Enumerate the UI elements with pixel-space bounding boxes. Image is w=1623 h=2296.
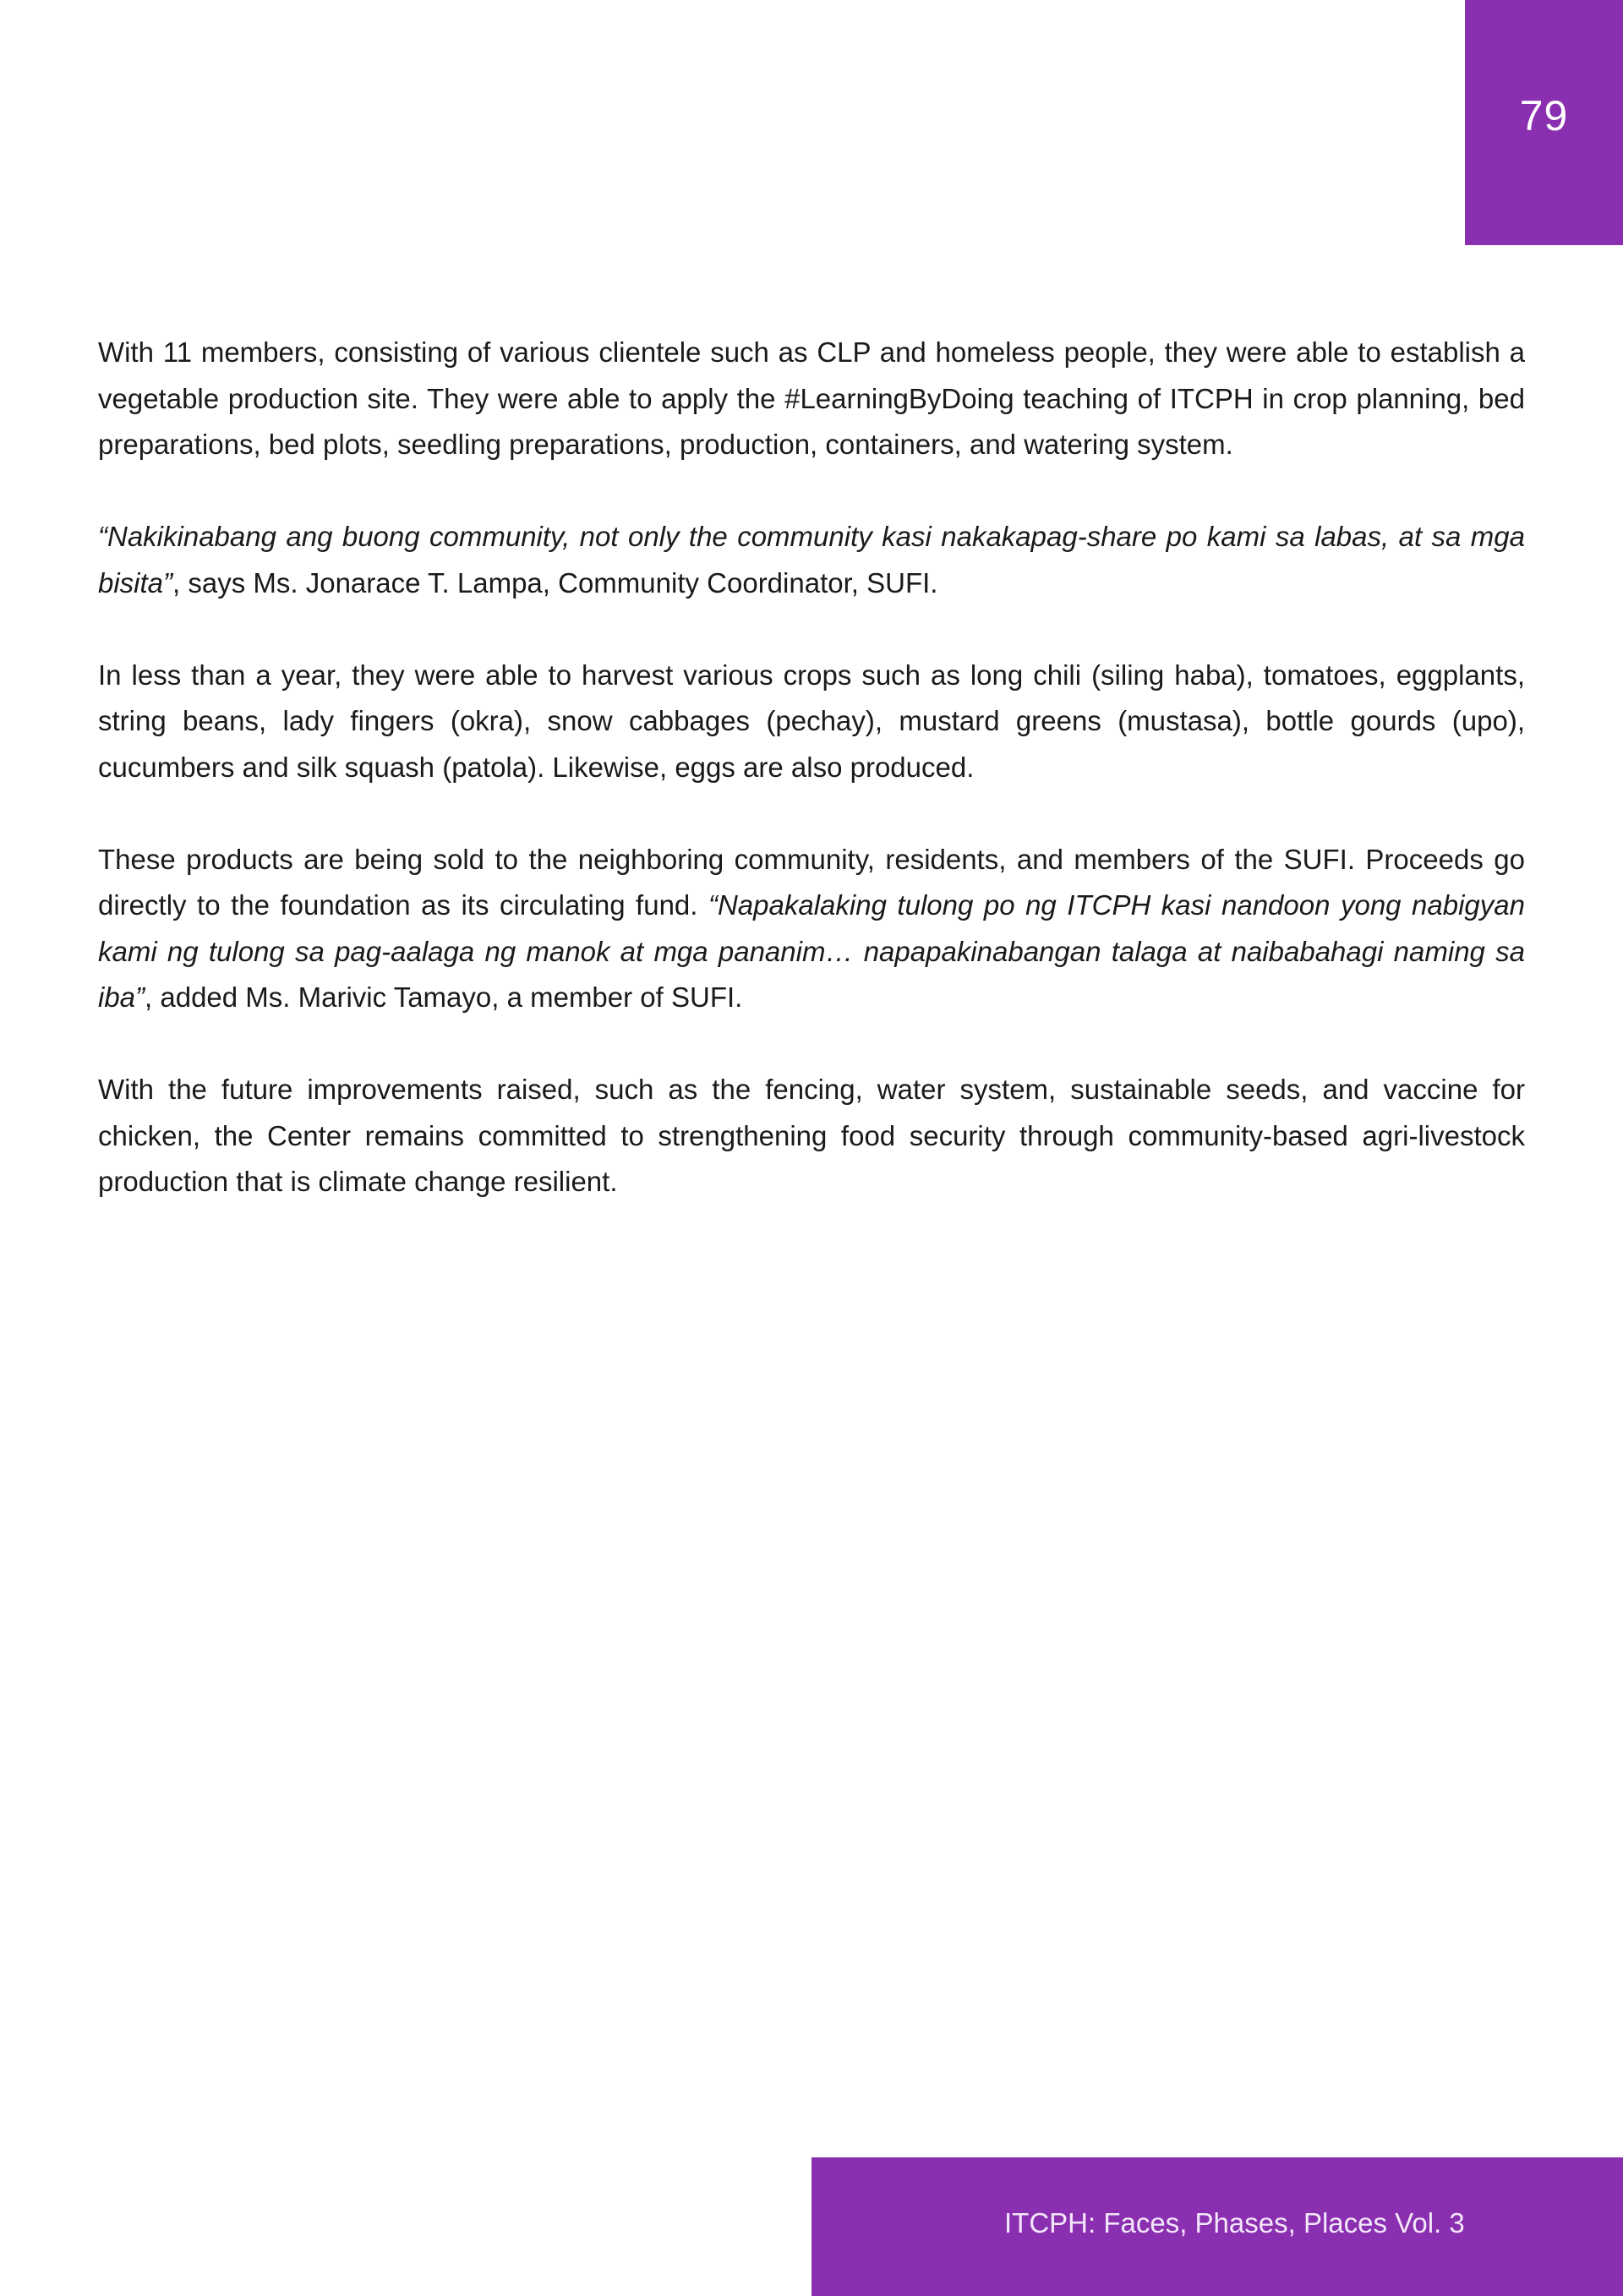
- page-number-tab: [1465, 0, 1623, 245]
- paragraph-1: With 11 members, consisting of various clientele such as CLP and homeless people, they were able to establish a vegetable production site. They were able to apply the #LearningByDoing teaching of ITCPH in crop planning, bed preparations, bed plots, seedling preparations, production, containers, and watering system.: [98, 336, 1525, 460]
- paragraph-2: [98, 514, 1525, 606]
- publication-title: ITCPH: Faces, Phases, Places Vol. 3: [1004, 2207, 1465, 2239]
- paragraph-4: [98, 837, 1525, 1021]
- paragraph-5: With the future improvements raised, such as the fencing, water system, sustainable seeds, and vaccine for chicken, the Center remains committed to strengthening food security through community-based agri-livestock production that is climate change resilient.: [98, 1074, 1525, 1197]
- quote-tamayo: “Napakalaking tulong po ng ITCPH kasi nandoon yong nabigyan kami ng tulong sa pag-aalaga ng manok at mga pananim… napapakinabangan talaga at naibabahagi naming sa iba”: [98, 889, 1525, 1013]
- footer-bar: [812, 2157, 1623, 2296]
- quote-attribution-tamayo: , added Ms. Marivic Tamayo, a member of SUFI.: [145, 981, 743, 1013]
- quote-attribution-lampa: , says Ms. Jonarace T. Lampa, Community Coordinator, SUFI.: [172, 566, 938, 599]
- paragraph-4-intro: These products are being sold to the neighboring community, residents, and members of the SUFI. Proceeds go directly to the foundation as its circulating fund.: [98, 843, 1525, 921]
- paragraph-3: In less than a year, they were able to harvest various crops such as long chili (siling haba), tomatoes, eggplants, string beans, lady fingers (okra), snow cabbages (pechay), mustard greens (mustasa), bottle gourds (upo), cucumbers and silk squash (patola). Likewise, eggs are also produced.: [98, 659, 1525, 783]
- article-body: [98, 330, 1525, 1205]
- quote-lampa: “Nakikinabang ang buong community, not only the community kasi nakakapag-share po kami sa labas, at sa mga bisita”: [98, 521, 1525, 599]
- page-number: 79: [1519, 92, 1569, 139]
